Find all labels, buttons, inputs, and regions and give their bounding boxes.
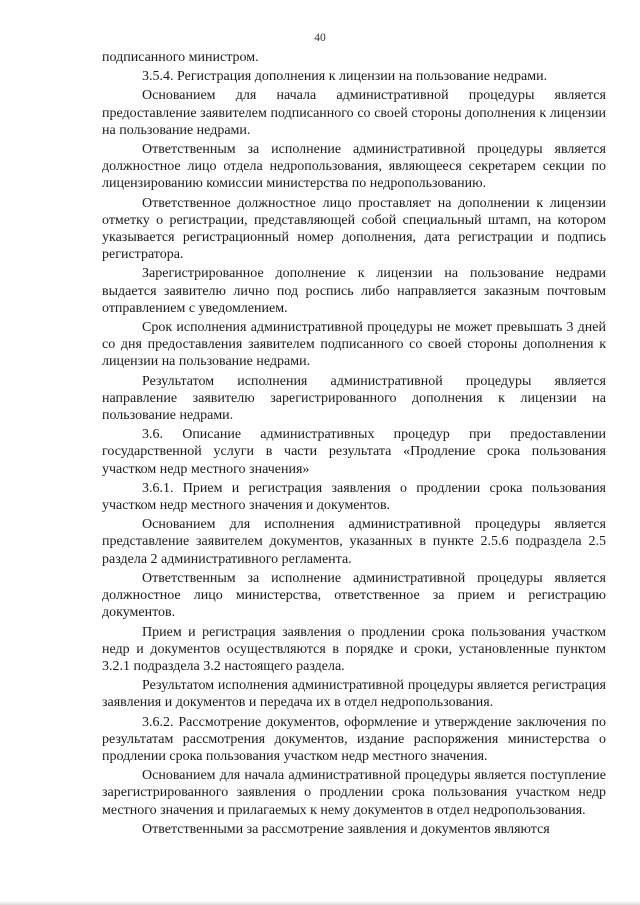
paragraph: Ответственным за исполнение административной процедуры является должностное лицо отдела недропользования, являющееся секретарем секции по лицензированию комиссии министерства по недропользованию.: [102, 142, 606, 192]
paragraph: 3.5.4. Регистрация дополнения к лицензии на пользование недрами.: [142, 69, 548, 85]
paragraph: подписанного министром.: [102, 50, 259, 65]
paragraph: Основанием для начала административной процедуры является предоставление заявителем подписанного со своей стороны дополнения к лицензии на пользование недрами.: [102, 88, 606, 138]
paragraph: Ответственными за рассмотрение заявления и документов являются: [142, 821, 550, 837]
document-body: [102, 49, 606, 838]
paragraph: Ответственное должностное лицо проставляет на дополнении к лицензии отметку о регистрации, представляющей собой специальный штамп, на котором указывается регистрационный номер дополнения, дата регистрации и подпись регистратора.: [102, 195, 606, 263]
page-number: 40: [314, 32, 326, 44]
section-heading: 3.6. Описание административных процедур при предоставлении государственной услуги в части результата «Продление срока пользования участком недр местного значения»: [102, 427, 606, 477]
paragraph: Прием и регистрация заявления о продлении срока пользования участком недр и документов осуществляются в порядке и сроки, установленные пунктом 3.2.1 подраздела 3.2 настоящего раздела.: [102, 624, 606, 674]
scan-edge: [0, 901, 640, 905]
subsection-heading: 3.6.1. Прием и регистрация заявления о продлении срока пользования участком недр местного значения и документов.: [102, 480, 606, 514]
paragraph: Основанием для исполнения административной процедуры является представление заявителем документов, указанных в пункте 2.5.6 подраздела 2.5 раздела 2 административного регламента.: [102, 517, 606, 567]
paragraph: Основанием для начала административной процедуры является поступление зарегистрированного заявления о продлении срока пользования участком недр местного значения и прилагаемых к нему документов в отдел недропользования.: [102, 768, 606, 818]
paragraph: Срок исполнения административной процедуры не может превышать 3 дней со дня предоставления заявителем подписанного со своей стороны дополнения к лицензии на пользование недрами.: [102, 320, 606, 370]
paragraph: Ответственным за исполнение административной процедуры является должностное лицо министерства, ответственное за прием и регистрацию документов.: [102, 570, 606, 621]
subsection-heading: 3.6.2. Рассмотрение документов, оформление и утверждение заключения по результатам рассмотрения документов, издание распоряжения министерства о продлении срока пользования участком недр местного значения.: [102, 714, 606, 764]
paragraph: Результатом исполнения административной процедуры является направление заявителю зарегистрированного дополнения к лицензии на пользование недрами.: [102, 373, 606, 424]
paragraph: Зарегистрированное дополнение к лицензии на пользование недрами выдается заявителю лично под роспись либо направляется заказным почтовым отправлением с уведомлением.: [102, 266, 606, 316]
paragraph: Результатом исполнения административной процедуры является регистрация заявления и документов и передача их в отдел недропользования.: [102, 678, 606, 711]
